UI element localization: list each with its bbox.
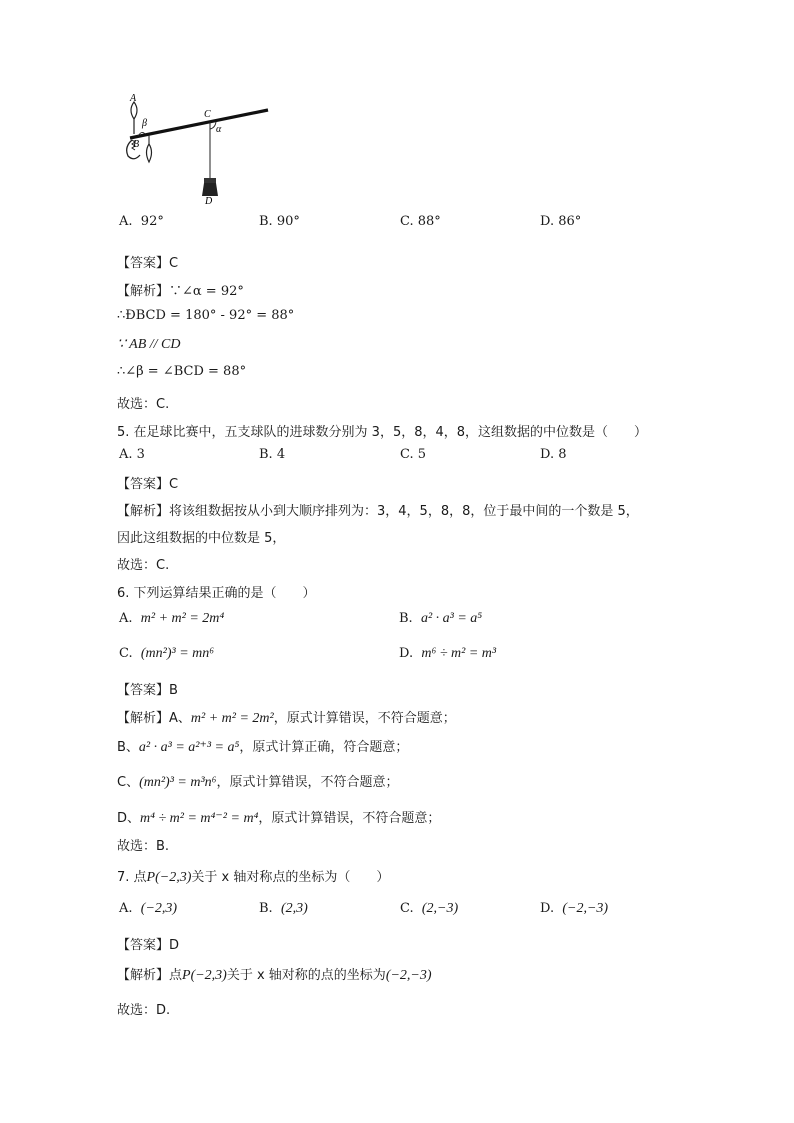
q7-option-d: D. (−2,−3): [540, 901, 609, 916]
label-c: C: [204, 109, 211, 120]
label-beta: β: [142, 118, 147, 129]
q4-conclusion: 故选：C.: [117, 397, 170, 412]
q6-option-a: A. m² + m² = 2m⁴: [119, 611, 225, 626]
weight-d: [204, 178, 216, 183]
q7-analysis: 【解析】点P(−2,3)关于 x 轴对称的点的坐标为(−2,−3): [117, 968, 432, 983]
q7-options: [119, 901, 679, 921]
q7-answer: 【答案】D: [117, 938, 180, 953]
q7-option-a: A. (−2,3): [119, 901, 178, 916]
q4-analysis-line-2: ∴ÐBCD = 180° - 92° = 88°: [117, 308, 295, 323]
q6-option-c: C. (mn²)³ = mn⁶: [119, 646, 215, 661]
q7-conclusion: 故选：D.: [117, 1003, 171, 1018]
q6-stem: 6. 下列运算结果正确的是（ ）: [117, 586, 316, 601]
label-a: A: [130, 93, 137, 104]
q7-stem: 7. 点P(−2,3)关于 x 轴对称点的坐标为（ ）: [117, 870, 390, 885]
q5-analysis-line-1: 【解析】将该组数据按从小到大顺序排列为：3，4，5，8，8，位于最中间的一个数是 5，: [117, 504, 639, 519]
lever-figure: [118, 92, 278, 207]
q5-option-a: A. 3: [119, 447, 145, 462]
label-alpha: α: [216, 124, 222, 135]
q7-option-c: C. (2,−3): [400, 901, 459, 916]
q4-analysis-line-1: 【解析】∵∠α = 92°: [117, 284, 244, 299]
q6-analysis-line-4: D、m⁴ ÷ m² = m⁴⁻² = m⁴，原式计算错误，不符合题意；: [117, 811, 441, 826]
q4-options: [119, 214, 679, 232]
q5-stem: 5. 在足球比赛中，五支球队的进球数分别为 3，5，8，4，8，这组数据的中位数是（ ）: [117, 425, 648, 440]
q5-option-b: B. 4: [259, 447, 286, 462]
q6-option-b: B. a² · a³ = a⁵: [399, 611, 483, 626]
label-d: D: [205, 196, 213, 207]
q5-option-d: D. 8: [540, 447, 567, 462]
q4-option-a: A. 92°: [119, 214, 164, 229]
q5-answer: 【答案】C: [117, 477, 179, 492]
q5-options: [119, 447, 679, 465]
q6-answer: 【答案】B: [117, 683, 178, 698]
q6-analysis-line-2: B、a² · a³ = a²⁺³ = a⁵，原式计算正确，符合题意；: [117, 740, 409, 755]
label-b: B: [133, 139, 140, 150]
q4-analysis-line-4: ∴∠β = ∠BCD = 88°: [117, 364, 247, 379]
q4-option-c: C. 88°: [400, 214, 441, 229]
beam: [130, 110, 268, 138]
q6-conclusion: 故选：B.: [117, 839, 170, 854]
q7-option-b: B. (2,3): [259, 901, 308, 916]
loop-a: [131, 102, 137, 119]
q4-option-b: B. 90°: [259, 214, 300, 229]
q4-answer: 【答案】C: [117, 256, 179, 271]
q6-analysis-line-3: C、(mn²)³ = m³n⁶，原式计算错误，不符合题意；: [117, 775, 399, 790]
q5-option-c: C. 5: [400, 447, 427, 462]
q4-option-d: D. 86°: [540, 214, 582, 229]
q5-analysis-line-2: 因此这组数据的中位数是 5，: [117, 531, 286, 546]
q4-analysis-line-3: ∵ AB // CD: [117, 337, 181, 352]
q5-conclusion: 故选：C.: [117, 558, 170, 573]
q6-analysis-line-1: 【解析】A、m² + m² = 2m²，原式计算错误，不符合题意；: [117, 711, 456, 726]
q6-option-d: D. m⁶ ÷ m² = m³: [399, 646, 497, 661]
